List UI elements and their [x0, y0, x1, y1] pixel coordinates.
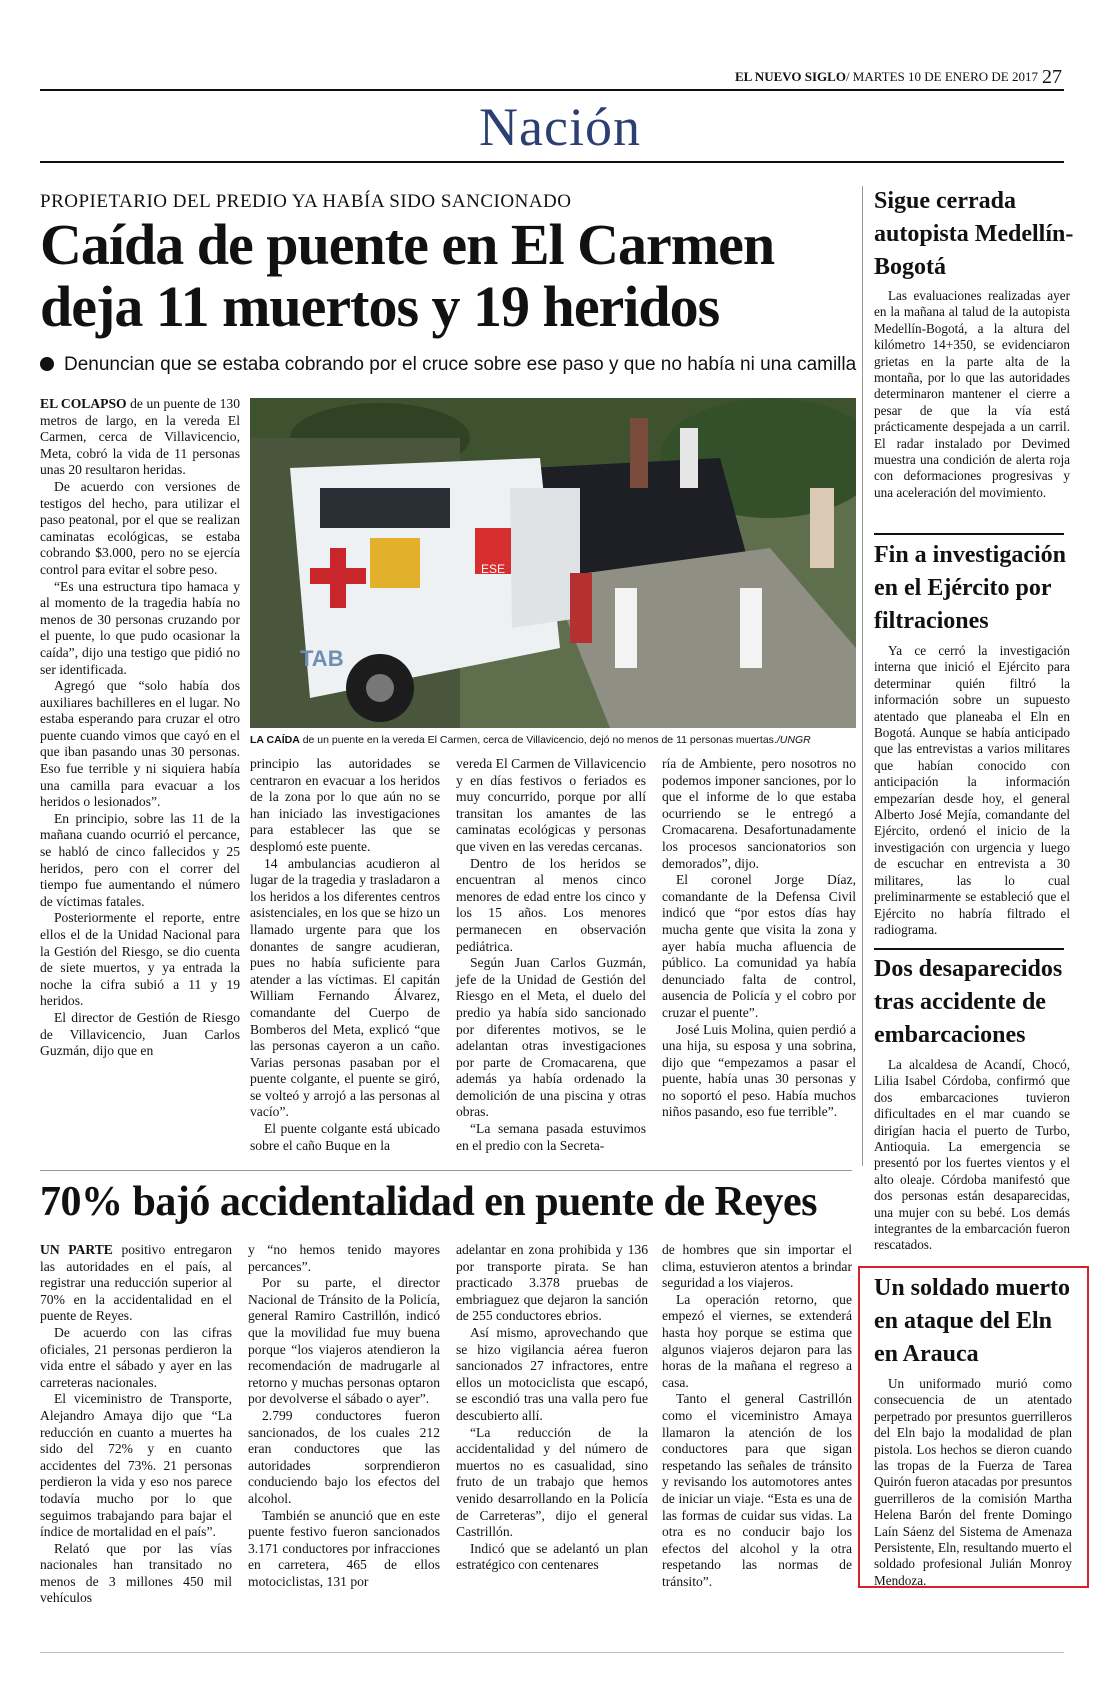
paragraph: Dentro de los heridos se encuentran al menos cinco menores de edad entre los cinco y los 15 años. Los menores permanecen en observación pediátrica. — [456, 855, 646, 954]
paper-name: EL NUEVO SIGLO — [734, 69, 846, 84]
paragraph: de hombres que sin importar el clima, estuvieron atentos a brindar seguridad a los viajeros. — [662, 1242, 852, 1291]
paragraph: De acuerdo con las cifras oficiales, 21 personas perdieron la vida entre el sábado y ayer en las carreteras nacionales. — [40, 1324, 232, 1390]
paragraph: ría de Ambiente, pero nosotros no podemos imponer sanciones, por lo que el informe de lo que estaba ocurriendo se le entregó a Cromacarena. Desafortunadamente los procesos sancionatorios son demorados”, dijo. — [662, 756, 856, 871]
top-rule — [40, 89, 1064, 91]
paragraph: adelantar en zona prohibida y 136 por transporte pirata. Se han practicado 3.378 pruebas de embriaguez que dejaron la sanción de 255 conductores ebrios. — [456, 1242, 648, 1324]
second-headline: 70% bajó accidentalidad en puente de Reyes — [40, 1179, 817, 1225]
paragraph: El coronel Jorge Díaz, comandante de la Defensa Civil indicó que “por estos días hay mucha gente que visita la zona y ayer había mucha afluencia de público. La comunidad ya había denunciado falta de control, ausencia de Policía y el cobro por cruzar el puente”. — [662, 872, 856, 1020]
paragraph: 14 ambulancias acudieron al lugar de la tragedia y trasladaron a los heridos a los diferentes centros asistenciales, en los que se hizo un llamado urgente para que los donantes de sangre acudieran, pues no había suficiente para atender a las víctimas. El capitán William Fernando Álvarez, comandante del Cuerpo de Bomberos del Meta, explicó “que las personas cayeron a un caño. Varias personas pasaban por el puente colgante, el puente se giró, se volteó y arrojó a las personas al vacío”. — [250, 855, 440, 1120]
paragraph: Tanto el general Castrillón como el viceministro Amaya llamaron la atención de los conductores para que sigan respetando las señales de tránsito y revisando los automotores antes de iniciar un viaje. “Esta es una de las formas de cuidar sus vidas. La otra es no conducir bajo los efectos del alcohol y la otra respetando las normas de tránsito”. — [662, 1391, 852, 1589]
paragraph: UN PARTE positivo entregaron las autoridades en el país, al registrar una reducción superior al 70% en la accidentalidad en el puente de Reyes. — [40, 1242, 232, 1324]
story-divider — [40, 1170, 852, 1171]
paragraph: Según Juan Carlos Guzmán, jefe de la Unidad de Gestión del Riesgo en el Meta, el duelo del predio ya había sido sancionado por diferentes motivos, se le adelantan otras investigaciones por parte de Cromacarena, que además ya había ordenado la demolición de una piscina y otras obras. — [456, 955, 646, 1120]
sidebar-body-2: Ya ce cerró la investigación interna que inició el Ejército para determinar quién filtró la información sobre un supuesto atentado que planeaba el Eln en Bogotá. Aunque se había anticipado que las entrevistas a varios militares que habían conocido con anticipación la información empezarían desde hoy, el general Alberto José Mejía, comandante del Ejército, ordenó el inicio de la investigación con urgencia y luego de escuchar en entrevista a 30 militares, las lo cual preliminarmente se estableció que el Ejército no habría filtrado el radiograma. — [874, 643, 1070, 937]
page-number: 27 — [1042, 66, 1062, 88]
deck — [40, 354, 856, 376]
paragraph: principio las autoridades se centraron en evacuar a los heridos de la zona por lo que aún no se han iniciado las investigaciones para establecer las que se desplomó este puente. — [250, 756, 440, 854]
deck-text: Denuncian que se estaba cobrando por el cruce sobre ese paso y que no había ni una camilla — [64, 354, 857, 375]
sidebar-title-1: Sigue cerrada autopista Medellín-Bogotá — [874, 188, 1074, 280]
caption-lead: LA CAÍDA — [250, 734, 300, 746]
paragraph: El director de Gestión de Riesgo de Villavicencio, Juan Carlos Guzmán, dijo que en — [40, 1009, 240, 1059]
sidebar-body-1: Las evaluaciones realizadas ayer en la mañana al talud de la autopista Medellín-Bogotá, a la altura del kilómetro 14+350, se evidenciaron grietas en la parte alta de la montaña, por lo que las autoridades determinaron mantener el cierre a pesar de que la vía está prácticamente despejada a un carril. El radar instalado por Devimed muestra una condición de alerta roja con deformaciones progresivas y una aceleración del movimiento. — [874, 288, 1070, 500]
page-folio — [735, 66, 1062, 89]
main-col-2 — [250, 756, 440, 1154]
sidebar-title-3: Dos desaparecidos tras accidente de embarcaciones — [874, 956, 1063, 1048]
paragraph: Agregó que “solo había dos auxiliares bachilleres en el lugar. No estaba esperando para cruzar el otro puente cuando vimos que cayó en el que iban pasando unas 30 personas. Eso fue terrible y ni siquiera había una camilla para evacuar a los heridos o lesionados”. — [40, 678, 240, 810]
paragraph: El viceministro de Transporte, Alejandro Amaya dijo que “La reducción en cuanto a muertes ha sido del 72% y en cuanto accidentes del 73%. 21 personas perdieron la vida y eso nos parece todavía mucho por lo que seguimos trabajando para bajar el índice de mortalidad en el país”. — [40, 1391, 232, 1540]
photo-illustration — [250, 398, 856, 728]
main-col-4 — [662, 756, 856, 1121]
sidebar-rule-1 — [874, 533, 1064, 535]
paragraph: Así mismo, aprovechando que se hizo vigilancia aérea fueron sancionados 27 infractores, entre ellos un motociclista que escapó, se escondió tras una valla pero fue descubierto allí. — [456, 1324, 648, 1423]
ambulance-tab-label: TAB — [300, 646, 344, 671]
paragraph: El puente colgante está ubicado sobre el caño Buque en la — [250, 1121, 440, 1153]
paragraph: La operación retorno, que empezó el viernes, se extenderá hasta hoy porque se estima que algunos viajeros dejaron para las horas de la mañana el regreso a casa. — [662, 1291, 852, 1390]
column-divider — [862, 186, 863, 1166]
bullet-icon — [40, 357, 54, 371]
issue-date: / MARTES 10 DE ENERO DE 2017 — [845, 69, 1038, 84]
sidebar-title-4: Un soldado muerto en ataque del Eln en Arauca — [874, 1275, 1071, 1367]
second-col-4 — [662, 1242, 852, 1590]
paragraph: vereda El Carmen de Villavicencio y en días festivos o feriados es muy concurrido, porque por allí transitan los amantes de las caminatas ecológicas y personas que viven en las veredas cercanas. — [456, 756, 646, 854]
second-col-3 — [456, 1242, 648, 1574]
paragraph: También se anunció que en este puente festivo fueron sancionados 3.171 conductores por infracciones en carretera, 465 de ellos motociclistas, 131 por — [248, 1507, 440, 1589]
paragraph: En principio, sobre las 11 de la mañana cuando ocurrió el percance, se habló de cinco fallecidos y 25 heridos, pero con el correr del tiempo fue aumentando el número de víctimas fatales. — [40, 810, 240, 909]
paragraph: Relató que por las vías nacionales han transitado no menos de 3 millones 450 mil vehículos — [40, 1540, 232, 1606]
paragraph: De acuerdo con versiones de testigos del hecho, para utilizar el paso peatonal, por el que se realizan caminatas ecológicas, se estaba cobrando $3.000, pero no se ejercía control para evitar el sobre peso. — [40, 478, 240, 577]
photo-caption — [250, 734, 856, 746]
section-rule — [40, 161, 1064, 163]
sidebar-title-2: Fin a investigación en el Ejército por filtraciones — [874, 542, 1067, 634]
caption-text: de un puente en la vereda El Carmen, cerca de Villavicencio, dejó no menos de 11 personas muertas. — [299, 734, 777, 746]
paragraph: “Es una estructura tipo hamaca y al momento de la tragedia había no menos de 30 personas cruzando por el puente, lo que pudo ocasionar la caída”, dijo una testigo que pidió no ser identificada. — [40, 578, 240, 677]
lead-in: EL COLAPSO — [40, 396, 127, 411]
paragraph: Indicó que se adelantó un plan estratégico con centenares — [456, 1540, 648, 1573]
main-col-1 — [40, 396, 240, 1060]
paragraph: y “no hemos tenido mayores percances”. — [248, 1242, 440, 1274]
sidebar-body-3: La alcaldesa de Acandí, Chocó, Lilia Isabel Córdoba, confirmó que dos embarcaciones tuvieron dificultades en el mar cuando se dirigían hacia el puerto de Turbo, Antioquia. La emergencia se presentó por los fuertes vientos y el alto oleaje. Córdoba manifestó que dos personas están desaparecidas, una mujer con su bebé. Los demás integrantes de la embarcación fueron rescatados. — [874, 1057, 1070, 1253]
paragraph: 2.799 conductores fueron sancionados, de los cuales 212 eran conductores que las autoridades sorprendieron conduciendo bajo los efectos del alcohol. — [248, 1407, 440, 1506]
paragraph: José Luis Molina, quien perdió a una hija, su esposa y una sobrina, dijo que “empezamos a pasar el puente, había unas 30 personas y no soportó el peso. Había muchos niños pasando, eso fue terrible”. — [662, 1021, 856, 1120]
bridge-collapse-photo — [250, 398, 856, 728]
paragraph: Por su parte, el director Nacional de Tránsito de la Policía, general Ramiro Castrillón, indicó que la movilidad fue muy buena porque “los viajeros atendieron la recomendación de madrugarle al retorno y muchas personas optaron por devolverse el sábado o ayer”. — [248, 1275, 440, 1407]
kicker: PROPIETARIO DEL PREDIO YA HABÍA SIDO SANCIONADO — [40, 191, 572, 212]
paragraph: “La semana pasada estuvimos en el predio con la Secreta- — [456, 1121, 646, 1153]
section-title: Nación — [479, 97, 641, 157]
paragraph: EL COLAPSO de un puente de 130 metros de largo, en la vereda El Carmen, cerca de Villavicencio, Meta, cobró la vida de 11 personas unas 20 resultaron heridas. — [40, 396, 241, 478]
paragraph: Posteriormente el reporte, entre ellos el de la Unidad Nacional para la Gestión del Riesgo, se dio cuenta de siete muertos, y ya entrada la noche la cifra subió a 11 y 19 heridos. — [40, 910, 240, 1009]
second-col-2 — [248, 1242, 440, 1590]
ambulance-ese-label: ESE — [480, 562, 506, 576]
lead-in: UN PARTE — [40, 1242, 113, 1257]
main-headline: Caída de puente en El Carmen deja 11 muertos y 19 heridos — [40, 212, 775, 339]
paragraph: “La reducción de la accidentalidad y del número de muertos no es casualidad, sino fruto de un trabajo que hemos venido desarrollando en la Policía de Carreteras”, dijo el general Castrillón. — [456, 1424, 648, 1540]
bottom-rule — [40, 1652, 1064, 1653]
second-col-1 — [40, 1242, 232, 1607]
main-col-3 — [456, 756, 646, 1154]
sidebar-body-4: Un uniformado murió como consecuencia de un atentado perpetrado por presuntos guerrilleros del Eln bajo la modalidad de plan pistola. Los hechos se dieron cuando las tropas de la Fuerza de Tarea Quirón fueron atacadas por presuntos guerrilleros de la comisión Martha Helena Barón del frente Domingo Laín Sáenz del Sistema de Amenaza Persistente, Eln, resultando muerto el soldado profesional Julián Monroy Mendoza. — [874, 1376, 1072, 1588]
sidebar-rule-2 — [874, 948, 1064, 950]
caption-credit: /UNGR — [776, 734, 811, 746]
